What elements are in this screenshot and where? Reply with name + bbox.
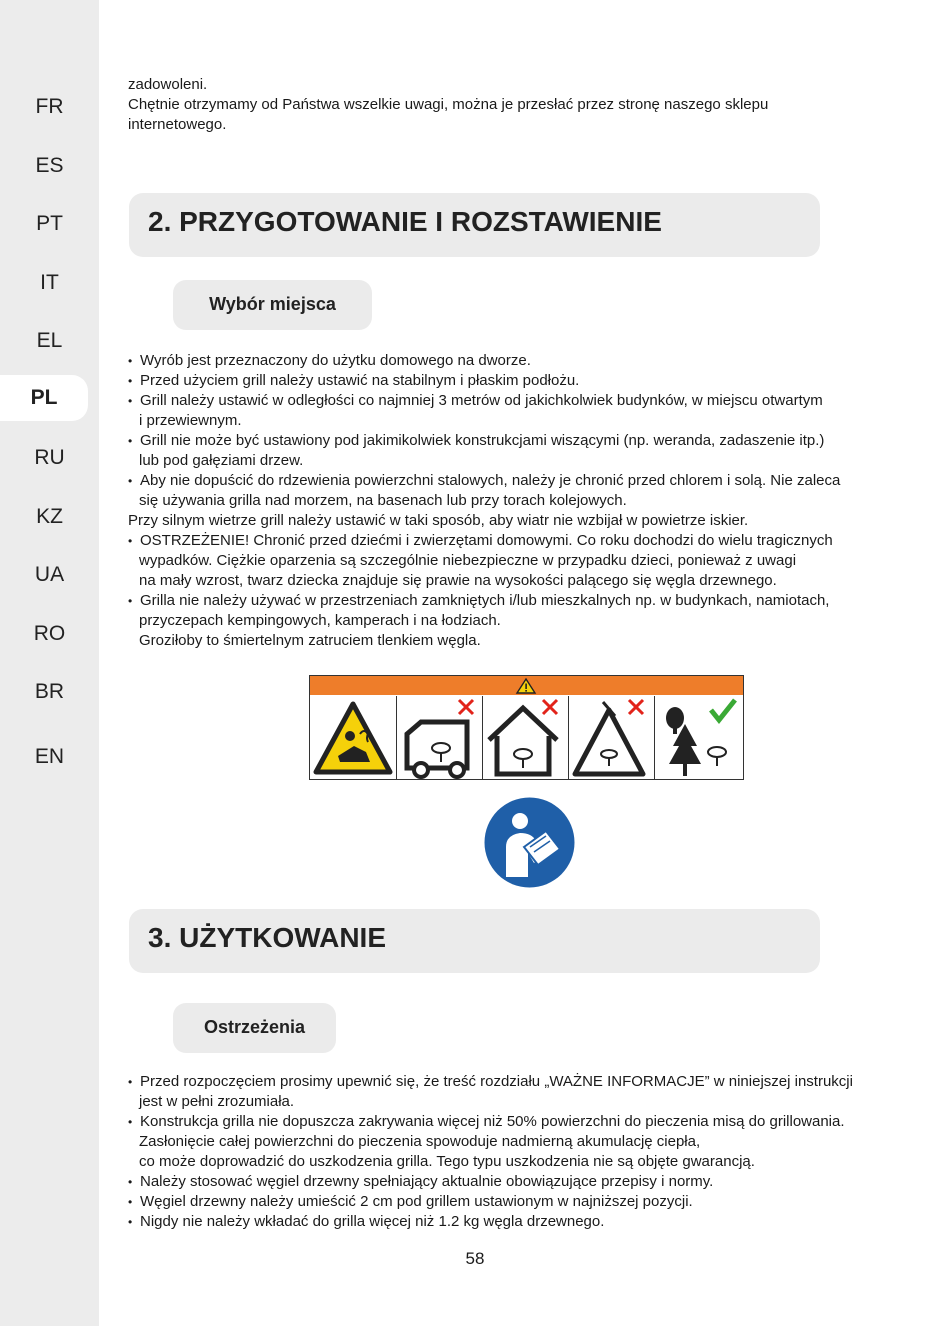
lang-tab-ro[interactable]: RO	[33, 622, 66, 645]
warning-pictogram-strip	[309, 675, 744, 780]
list-item: • Wyrób jest przeznaczony do użytku domowego na dworze.	[128, 351, 888, 371]
section-3-title: 3. UŻYTKOWANIE	[148, 922, 387, 953]
lang-tab-ru[interactable]: RU	[34, 446, 65, 469]
list-item-continuation: przyczepach kempingowych, kamperach i na łodziach.	[139, 612, 501, 629]
intro-line: zadowoleni.	[128, 76, 208, 93]
page-number: 58	[465, 1249, 485, 1268]
list-item: • Grilla nie należy używać w przestrzeniach zamkniętych i/lub mieszkalnych np. w budynkach, namiotach,	[128, 591, 888, 611]
list-item: • Aby nie dopuścić do rdzewienia powierzchni stalowych, należy je chronić przed chlorem i solą. Nie zaleca	[128, 471, 888, 491]
warning-bar	[310, 676, 743, 695]
list-item: • Węgiel drzewny należy umieścić 2 cm pod grillem ustawionym w najniższej pozycji.	[128, 1192, 898, 1212]
intro-line: internetowego.	[128, 116, 227, 133]
list-item-continuation: i przewiewnym.	[139, 412, 242, 429]
lang-tab-el[interactable]: EL	[36, 329, 63, 352]
section-2-header	[129, 193, 820, 257]
list-item: • Konstrukcja grilla nie dopuszcza zakrywania więcej niż 50% powierzchni do pieczenia misą do grillowania.	[128, 1112, 898, 1132]
list-item: • OSTRZEŻENIE! Chronić przed dziećmi i zwierzętami domowymi. Co roku dochodzi do wielu tragicznych	[128, 531, 888, 551]
warning-triangle-icon	[310, 676, 743, 695]
subsection-warnings	[173, 1003, 336, 1053]
burn-hazard-icon	[310, 696, 396, 779]
section-2-title: 2. PRZYGOTOWANIE I ROZSTAWIENIE	[148, 206, 662, 237]
list-item: • Przed rozpoczęciem prosimy upewnić się, że treść rozdziału „WAŻNE INFORMACJE” w niniejszej instrukcji	[128, 1072, 898, 1092]
lang-tab-en[interactable]: EN	[34, 745, 65, 768]
site-choice-list	[128, 351, 888, 651]
lang-tab-kz[interactable]: KZ	[36, 505, 63, 528]
subsection-warnings-title: Ostrzeżenia	[203, 1017, 306, 1037]
outdoor-ok-icon	[654, 696, 743, 779]
list-item: • Przed użyciem grill należy ustawić na stabilnym i płaskim podłożu.	[128, 371, 888, 391]
list-item-continuation: wypadków. Ciężkie oparzenia są szczególnie niebezpieczne w przypadku dzieci, ponieważ z uwagi	[139, 552, 797, 569]
language-sidebar	[0, 0, 99, 1326]
list-item-continuation: lub pod gałęziami drzew.	[139, 452, 304, 469]
no-house-icon	[482, 696, 569, 779]
list-item: • Grill należy ustawić w odległości co najmniej 3 metrów od jakichkolwiek budynków, w miejscu otwartym	[128, 391, 888, 411]
lang-tab-it[interactable]: IT	[40, 271, 59, 294]
lang-tab-es[interactable]: ES	[35, 154, 64, 177]
list-item: • Nigdy nie należy wkładać do grilla więcej niż 1.2 kg węgla drzewnego.	[128, 1212, 898, 1232]
section-3-header	[129, 909, 820, 973]
warnings-list	[128, 1072, 898, 1232]
lang-tab-pt[interactable]: PT	[36, 212, 63, 235]
lang-tab-ua[interactable]: UA	[34, 563, 65, 586]
list-item-continuation: Groziłoby to śmiertelnym zatruciem tlenkiem węgla.	[139, 632, 481, 649]
list-item-continuation: jest w pełni zrozumiała.	[139, 1093, 295, 1110]
intro-line: Chętnie otrzymamy od Państwa wszelkie uwagi, można je przesłać przez stronę naszego sklepu	[128, 96, 769, 113]
list-item-plain: Przy silnym wietrze grill należy ustawić w taki sposób, aby wiatr nie wzbijał w powietrze iskier.	[128, 512, 749, 529]
list-item-continuation: Zasłonięcie całej powierzchni do pieczenia spowoduje nadmierną akumulację ciepła,	[139, 1133, 701, 1150]
intro-paragraph	[128, 75, 768, 135]
no-tent-icon	[568, 696, 655, 779]
read-manual-icon	[484, 797, 575, 888]
lang-tab-br[interactable]: BR	[34, 680, 65, 703]
lang-tab-fr[interactable]: FR	[35, 95, 64, 118]
list-item-continuation: co może doprowadzić do uszkodzenia grilla. Tego typu uszkodzenia nie są objęte gwarancją.	[139, 1153, 755, 1170]
no-vehicle-icon	[396, 696, 483, 779]
list-item-continuation: się używania grilla nad morzem, na basenach lub przy torach kolejowych.	[139, 492, 627, 509]
subsection-site-choice-title: Wybór miejsca	[209, 294, 336, 314]
list-item: • Grill nie może być ustawiony pod jakimikolwiek konstrukcjami wiszącymi (np. weranda, zadaszenie itp.)	[128, 431, 888, 451]
list-item-continuation: na mały wzrost, twarz dziecka znajduje się prawie na wysokości palącego się węgla drzewnego.	[139, 572, 777, 589]
subsection-site-choice	[173, 280, 372, 330]
lang-tab-pl-active[interactable]: PL	[0, 375, 88, 421]
list-item: • Należy stosować węgiel drzewny spełniający aktualnie obowiązujące przepisy i normy.	[128, 1172, 898, 1192]
